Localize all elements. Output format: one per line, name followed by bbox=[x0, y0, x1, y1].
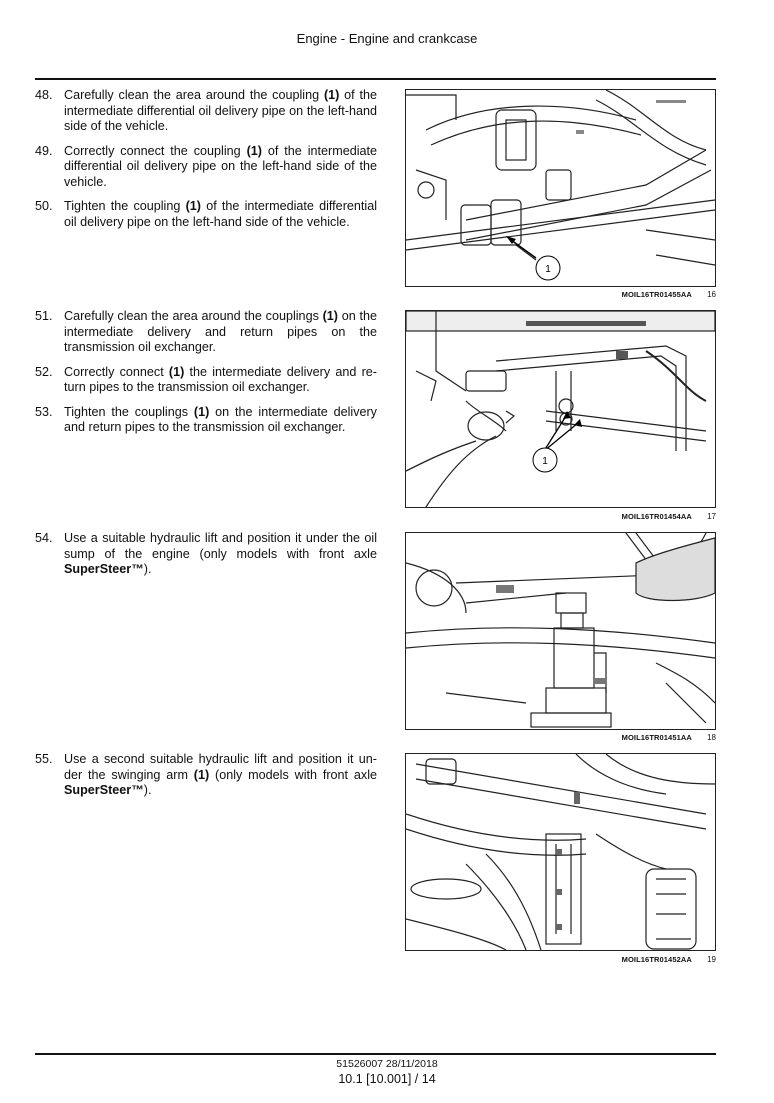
step-48 bbox=[35, 88, 377, 135]
figure-18-caption bbox=[405, 733, 716, 742]
figure-number: 16 bbox=[707, 290, 716, 299]
footer-page-number: 10.1 [10.001] / 14 bbox=[338, 1072, 436, 1086]
step-text: Use a suitable hydraulic lift and position it under the oil sump of the engine (only models with front axle SuperSteer™). bbox=[64, 531, 377, 576]
step-number: 51. bbox=[35, 309, 53, 323]
step-number: 55. bbox=[35, 752, 53, 766]
step-54 bbox=[35, 531, 377, 578]
page-header-title: Engine - Engine and crankcase bbox=[296, 31, 478, 46]
step-text: Correctly connect (1) the intermediate delivery and re-turn pipes to the transmission oil exchanger. bbox=[64, 364, 377, 394]
step-text: Correctly connect the coupling (1) of the intermediate differential oil delivery pipe on the left-hand side of the vehicle. bbox=[64, 143, 378, 189]
step-text: Tighten the coupling (1) of the intermediate differential oil delivery pipe on the left-hand side of the vehicle. bbox=[64, 199, 377, 229]
figure-number: 18 bbox=[707, 733, 716, 742]
step-number: 48. bbox=[35, 88, 53, 102]
figure-callout: 1 bbox=[542, 456, 548, 467]
header-rule bbox=[35, 78, 716, 80]
figure-18-image bbox=[405, 532, 716, 730]
figure-code: MOIL16TR01454AA bbox=[621, 512, 692, 521]
figure-17-caption bbox=[405, 512, 716, 521]
figure-code: MOIL16TR01455AA bbox=[621, 290, 692, 299]
step-49 bbox=[35, 144, 377, 191]
figure-16-image bbox=[405, 89, 716, 287]
step-50 bbox=[35, 199, 377, 230]
footer-rule bbox=[35, 1053, 716, 1055]
step-group-1 bbox=[35, 88, 377, 239]
step-51 bbox=[35, 309, 377, 356]
figure-number: 19 bbox=[707, 955, 716, 964]
step-number: 50. bbox=[35, 199, 53, 213]
step-group-4 bbox=[35, 752, 377, 808]
figure-number: 17 bbox=[707, 512, 716, 521]
step-group-3 bbox=[35, 531, 377, 587]
step-number: 49. bbox=[35, 143, 53, 158]
figure-17-image bbox=[405, 310, 716, 508]
figure-16-caption bbox=[405, 290, 716, 299]
step-number: 54. bbox=[35, 531, 53, 545]
step-number: 53. bbox=[35, 404, 53, 419]
step-53 bbox=[35, 405, 377, 436]
step-55 bbox=[35, 752, 377, 799]
figure-19-image bbox=[405, 753, 716, 951]
footer-document-id: 51526007 28/11/2018 bbox=[336, 1058, 438, 1070]
step-group-2 bbox=[35, 309, 377, 445]
step-52 bbox=[35, 365, 377, 396]
step-text: Use a second suitable hydraulic lift and position it un-der the swinging arm (1) (only models with front axle SuperSteer™). bbox=[64, 752, 377, 797]
step-text: Tighten the couplings (1) on the intermediate delivery and return pipes to the transmission oil exchanger. bbox=[64, 404, 377, 434]
step-text: Carefully clean the area around the coupling (1) of the intermediate differential oil delivery pipe on the left-hand side of the vehicle. bbox=[64, 88, 378, 133]
step-text: Carefully clean the area around the couplings (1) on the intermediate delivery and return pipes on the transmission oil exchanger. bbox=[64, 309, 378, 354]
step-number: 52. bbox=[35, 364, 53, 379]
figure-code: MOIL16TR01451AA bbox=[621, 733, 692, 742]
figure-code: MOIL16TR01452AA bbox=[621, 955, 692, 964]
figure-19-caption bbox=[405, 955, 716, 964]
figure-callout: 1 bbox=[545, 264, 551, 275]
